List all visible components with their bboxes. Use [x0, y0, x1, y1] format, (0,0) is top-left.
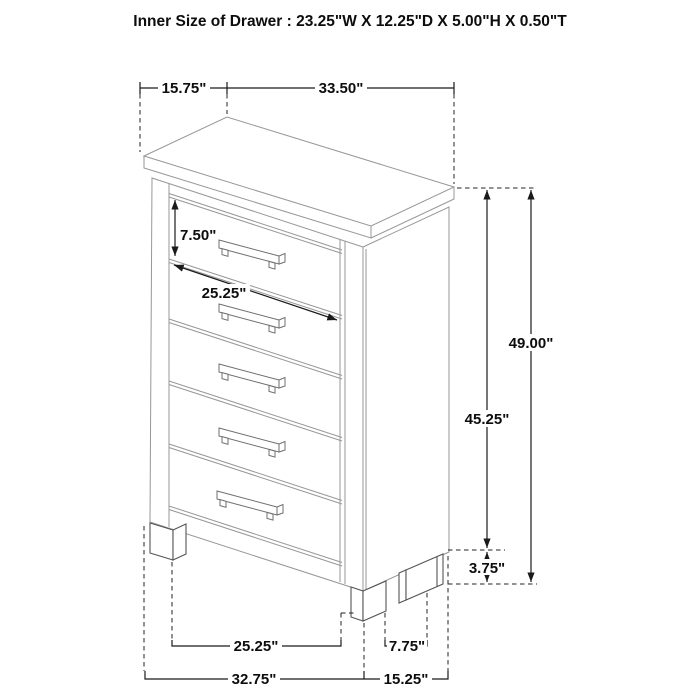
dim-label-base-depth: 15.25": [383, 671, 429, 688]
drawer-1-handle: [219, 240, 285, 269]
dimension-lines: [140, 82, 531, 679]
drawer-3-handle: [219, 364, 285, 393]
dim-label-top-depth: 15.75": [161, 80, 207, 97]
dim-label-total-height: 49.00": [508, 335, 554, 352]
diagram-title: Inner Size of Drawer : 23.25"W X 12.25"D X 5.00"H X 0.50"T: [133, 13, 567, 30]
dim-label-body-height: 45.25": [464, 411, 510, 428]
drawer-5-handle: [217, 491, 283, 520]
drawer-4-handle: [219, 428, 285, 457]
drawer-2-handle: [219, 304, 285, 333]
chest-legs: [150, 523, 443, 621]
extension-lines: [140, 94, 537, 671]
dim-label-drawer-width: 25.25": [201, 285, 247, 302]
dim-label-leg-height: 3.75": [468, 560, 506, 577]
dim-label-base-width: 32.75": [231, 671, 277, 688]
leg-front-right: [351, 581, 386, 621]
dim-label-drawer-height: 7.50": [180, 227, 217, 244]
leg-front-left: [150, 523, 186, 560]
dim-label-front-leg-span: 25.25": [233, 638, 279, 655]
dim-label-side-leg-span: 7.75": [388, 638, 426, 655]
chest-top-slab: [144, 117, 454, 238]
dim-label-top-width: 33.50": [318, 80, 364, 97]
leg-back-right: [399, 554, 443, 603]
